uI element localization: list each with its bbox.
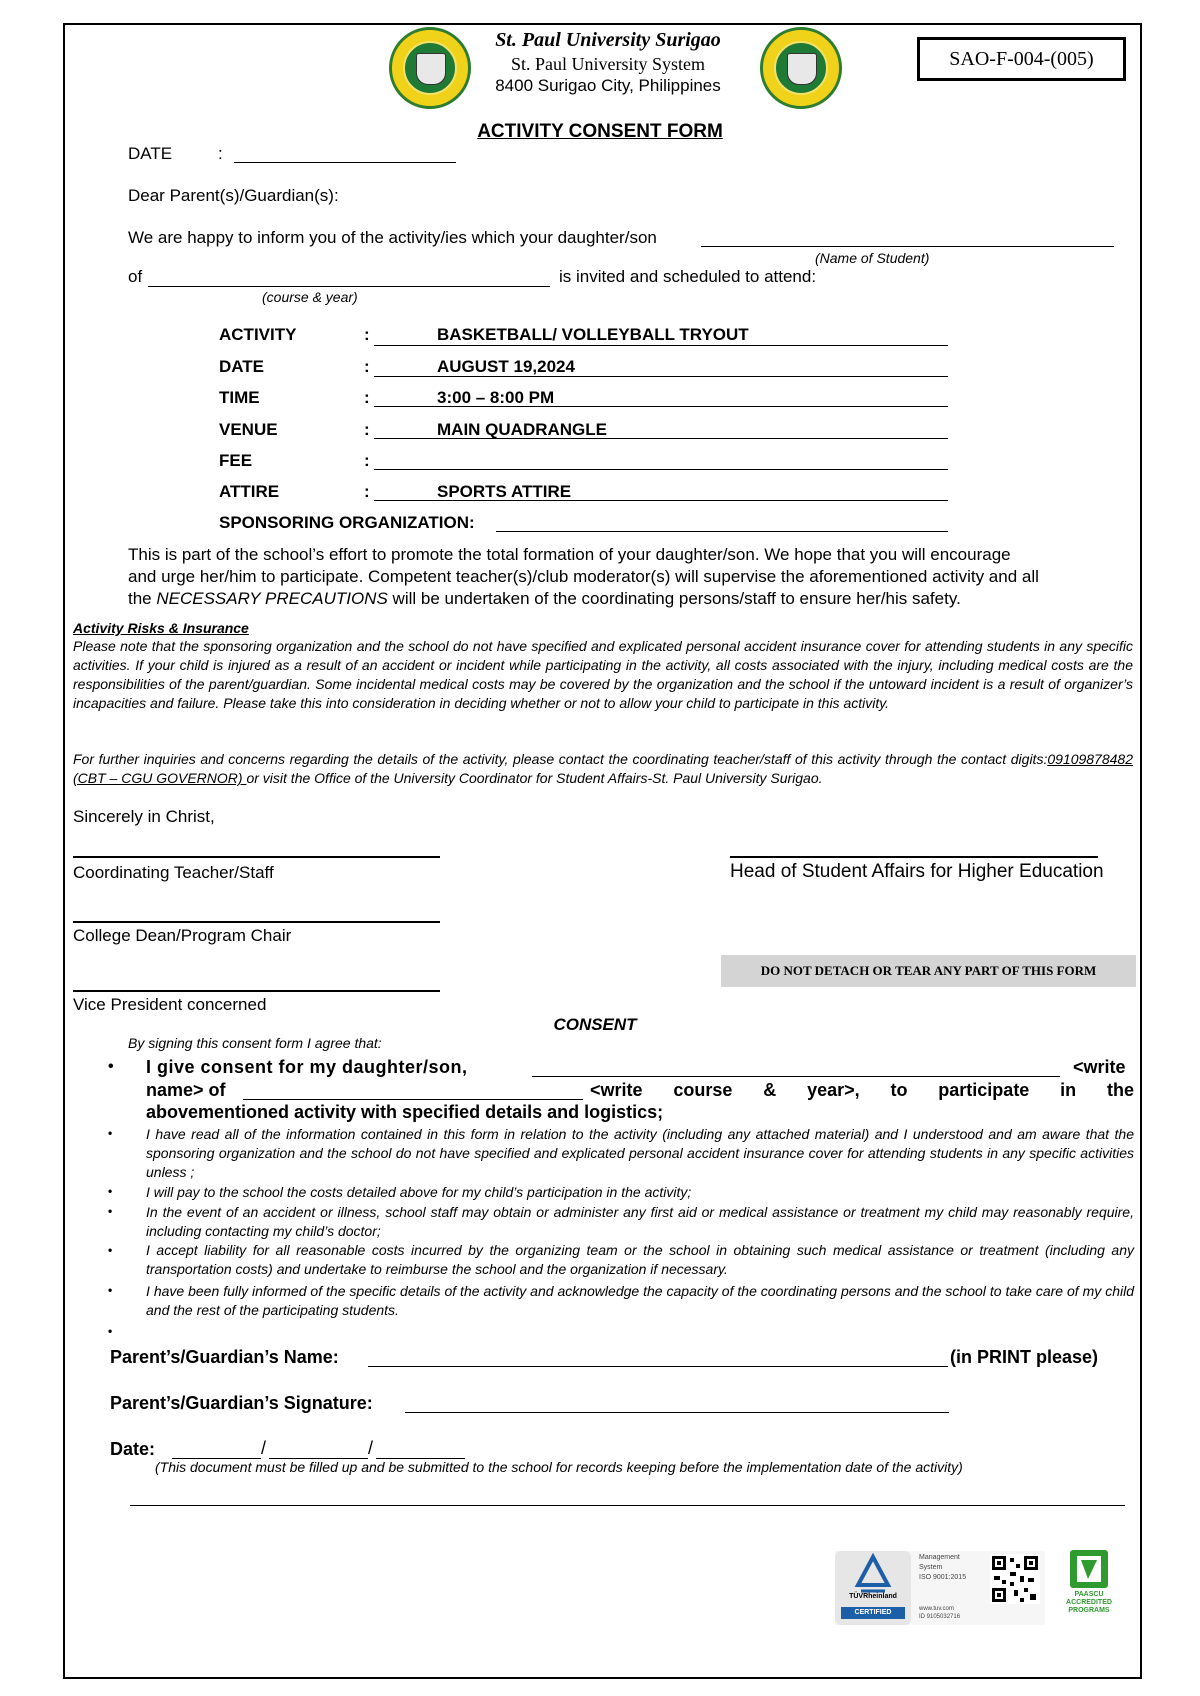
date-colon: : xyxy=(218,144,223,163)
dean-label: College Dean/Program Chair xyxy=(73,926,292,945)
guardian-signature-label: Parent’s/Guardian’s Signature: xyxy=(110,1393,373,1413)
paascu-text: PAASCU ACCREDITED PROGRAMS xyxy=(1066,1591,1112,1614)
detail-line-fee[interactable] xyxy=(374,469,948,470)
intro-line1: We are happy to inform you of the activity/ies which your daughter/son xyxy=(128,228,657,247)
management-system-text: Management System ISO 9001:2015 xyxy=(919,1554,967,1581)
date-field[interactable] xyxy=(234,162,456,163)
detail-value-attire: SPORTS ATTIRE xyxy=(437,482,572,501)
risks-body: Please note that the sponsoring organization and the school do not have specified and explicated personal accident insurance cover for attending students in any specific activities. If your child is injured as a result of an accident or incident while participating in the activity, all costs associated with the injury, including medical costs are the responsibilities of the parent/guardian. Some incidental medical costs may be covered by the organization and the school if the untoward incident is a result of organizer’s incapacities and failure. Please take this into consideration in deciding whether or not to allow your child to participate in this activity. xyxy=(73,638,1133,711)
detail-label-fee: FEE xyxy=(219,451,253,470)
detail-label-date: DATE xyxy=(219,357,265,376)
detail-colon: : xyxy=(364,482,370,501)
consent-main-part2a: name> of xyxy=(146,1080,226,1100)
consent-item: In the event of an accident or illness, school staff may obtain or administer any first aid or medical assistance or treatment my child may reasonably require, including contacting my child’s doctor; xyxy=(146,1204,1134,1239)
detail-colon: : xyxy=(364,357,370,376)
sign-date-label: Date: xyxy=(110,1439,156,1459)
consent-main-part2b: <write course & year>, to participate in the xyxy=(590,1080,1134,1100)
tuv-brand: TÜVRheinland xyxy=(849,1593,897,1600)
head-label: Head of Student Affairs for Higher Education xyxy=(730,861,1104,882)
closing: Sincerely in Christ, xyxy=(73,807,215,826)
consent-item: I will pay to the school the costs detailed above for my child’s participation in the activity; xyxy=(146,1184,692,1200)
contact-number: 09109878482 (CBT – CGU GOVERNOR) xyxy=(73,751,1133,786)
of-label: of xyxy=(128,267,143,286)
consent-course-field[interactable] xyxy=(243,1099,583,1100)
iso-certification-badge xyxy=(835,1551,1045,1625)
consent-write-name: <write xyxy=(1073,1057,1126,1077)
tuv-certified: CERTIFIED xyxy=(841,1607,905,1619)
vp-label: Vice President concerned xyxy=(73,995,267,1014)
print-note: (in PRINT please) xyxy=(950,1347,1099,1367)
detail-colon: : xyxy=(364,451,370,470)
date-label: DATE xyxy=(128,144,173,163)
student-name-field[interactable] xyxy=(701,246,1114,247)
guardian-name-field[interactable] xyxy=(368,1366,948,1367)
consent-item-bullet: • xyxy=(108,1324,113,1338)
consent-item: I accept liability for all reasonable costs incurred by the organizing team or the school in obtaining such medical assistance or treatment (including any transportation costs) and undertake to reimburse the school and the organization if necessary. xyxy=(146,1242,1134,1277)
consent-child-name-field[interactable] xyxy=(532,1076,1060,1077)
consent-main-part1: I give consent for my daughter/son, xyxy=(146,1057,468,1077)
consent-main-part3: abovementioned activity with specified details and logistics; xyxy=(146,1102,664,1122)
consent-intro: By signing this consent form I agree that: xyxy=(128,1035,382,1051)
sponsoring-field[interactable] xyxy=(496,531,948,532)
detail-value-activity: BASKETBALL/ VOLLEYBALL TRYOUT xyxy=(437,325,749,344)
form-code: SAO-F-004-(005) xyxy=(917,37,1126,81)
consent-heading: CONSENT xyxy=(553,1015,637,1034)
detail-label-attire: ATTIRE xyxy=(219,482,280,501)
date-slash: / xyxy=(261,1438,267,1458)
consent-item-bullet: • xyxy=(108,1184,113,1198)
paascu-emblem-icon xyxy=(1068,1548,1110,1590)
inquiries-text: For further inquiries and concerns regarding the details of the activity, please contact the coordinating teacher/staff of this activity through the contact digits:09109878482 (CBT – CGU GOVERNOR) or visit the Office of the University Coordinator for Student Affairs-St. Paul University Surigao. xyxy=(73,751,1133,786)
detail-value-date: AUGUST 19,2024 xyxy=(437,357,575,376)
tuv-web-text: www.tuv.com ID 9105032716 xyxy=(919,1606,961,1620)
detail-colon: : xyxy=(364,420,370,439)
sponsoring-label: SPONSORING ORGANIZATION: xyxy=(219,513,475,532)
course-caption: (course & year) xyxy=(262,289,358,305)
footer-divider xyxy=(130,1505,1125,1506)
do-not-detach-banner: DO NOT DETACH OR TEAR ANY PART OF THIS FORM xyxy=(721,955,1136,987)
university-seal-left xyxy=(389,27,471,109)
greeting: Dear Parent(s)/Guardian(s): xyxy=(128,186,339,205)
detail-label-time: TIME xyxy=(219,388,260,407)
coordinating-label: Coordinating Teacher/Staff xyxy=(73,863,274,882)
purpose-line3: the NECESSARY PRECAUTIONS will be undertaken of the coordinating persons/staff to ensure her/his safety. xyxy=(128,589,961,608)
university-seal-right xyxy=(760,27,842,109)
university-name: St. Paul University Surigao xyxy=(495,29,721,51)
course-year-field[interactable] xyxy=(148,286,550,287)
date-slash: / xyxy=(368,1438,374,1458)
tuv-logo xyxy=(835,1551,911,1625)
risks-heading: Activity Risks & Insurance xyxy=(73,620,249,636)
detail-colon: : xyxy=(364,388,370,407)
consent-bullet: • xyxy=(108,1058,114,1075)
detail-line-activity xyxy=(374,345,948,346)
consent-item: I have read all of the information contained in this form in relation to the activity (including any attached material) and I understood and am aware that the sponsoring organization and the school do not have specified and explicated personal accident insurance cover for attending students in any specific activities unless ; xyxy=(146,1126,1134,1180)
consent-item-bullet: • xyxy=(108,1126,113,1140)
submission-footnote: (This document must be filled up and be submitted to the school for records keeping before the implementation date of the activity) xyxy=(155,1459,963,1475)
guardian-signature-field[interactable] xyxy=(405,1412,949,1413)
detail-colon: : xyxy=(364,325,370,344)
guardian-name-label: Parent’s/Guardian’s Name: xyxy=(110,1347,339,1367)
purpose-line2: and urge her/him to participate. Competent teacher(s)/club moderator(s) will supervise the aforementioned activity and all xyxy=(128,567,1039,586)
detail-label-activity: ACTIVITY xyxy=(219,325,297,344)
system-name: St. Paul University System xyxy=(510,54,705,74)
vp-signature-line xyxy=(73,990,440,992)
form-title: ACTIVITY CONSENT FORM xyxy=(477,121,723,142)
consent-item: I have been fully informed of the specific details of the activity and acknowledge the capacity of the coordinating persons and the school to take care of my child and the rest of the participating students. xyxy=(146,1283,1134,1318)
coordinating-signature-line xyxy=(73,856,440,858)
consent-item-bullet: • xyxy=(108,1283,113,1297)
qr-code-icon xyxy=(990,1554,1040,1604)
consent-item-bullet: • xyxy=(108,1243,113,1257)
consent-item-bullet: • xyxy=(108,1204,113,1218)
dean-signature-line xyxy=(73,921,440,923)
head-signature-line xyxy=(730,856,1098,858)
paascu-logo xyxy=(1064,1548,1114,1616)
name-caption: (Name of Student) xyxy=(815,250,930,266)
detail-value-venue: MAIN QUADRANGLE xyxy=(437,420,607,439)
intro-line2-end: is invited and scheduled to attend: xyxy=(559,267,817,286)
detail-value-time: 3:00 – 8:00 PM xyxy=(437,388,555,407)
purpose-line1: This is part of the school’s effort to promote the total formation of your daughter/son. We hope that you will encourage xyxy=(128,545,1011,564)
university-address: 8400 Surigao City, Philippines xyxy=(495,76,721,95)
detail-label-venue: VENUE xyxy=(219,420,278,439)
